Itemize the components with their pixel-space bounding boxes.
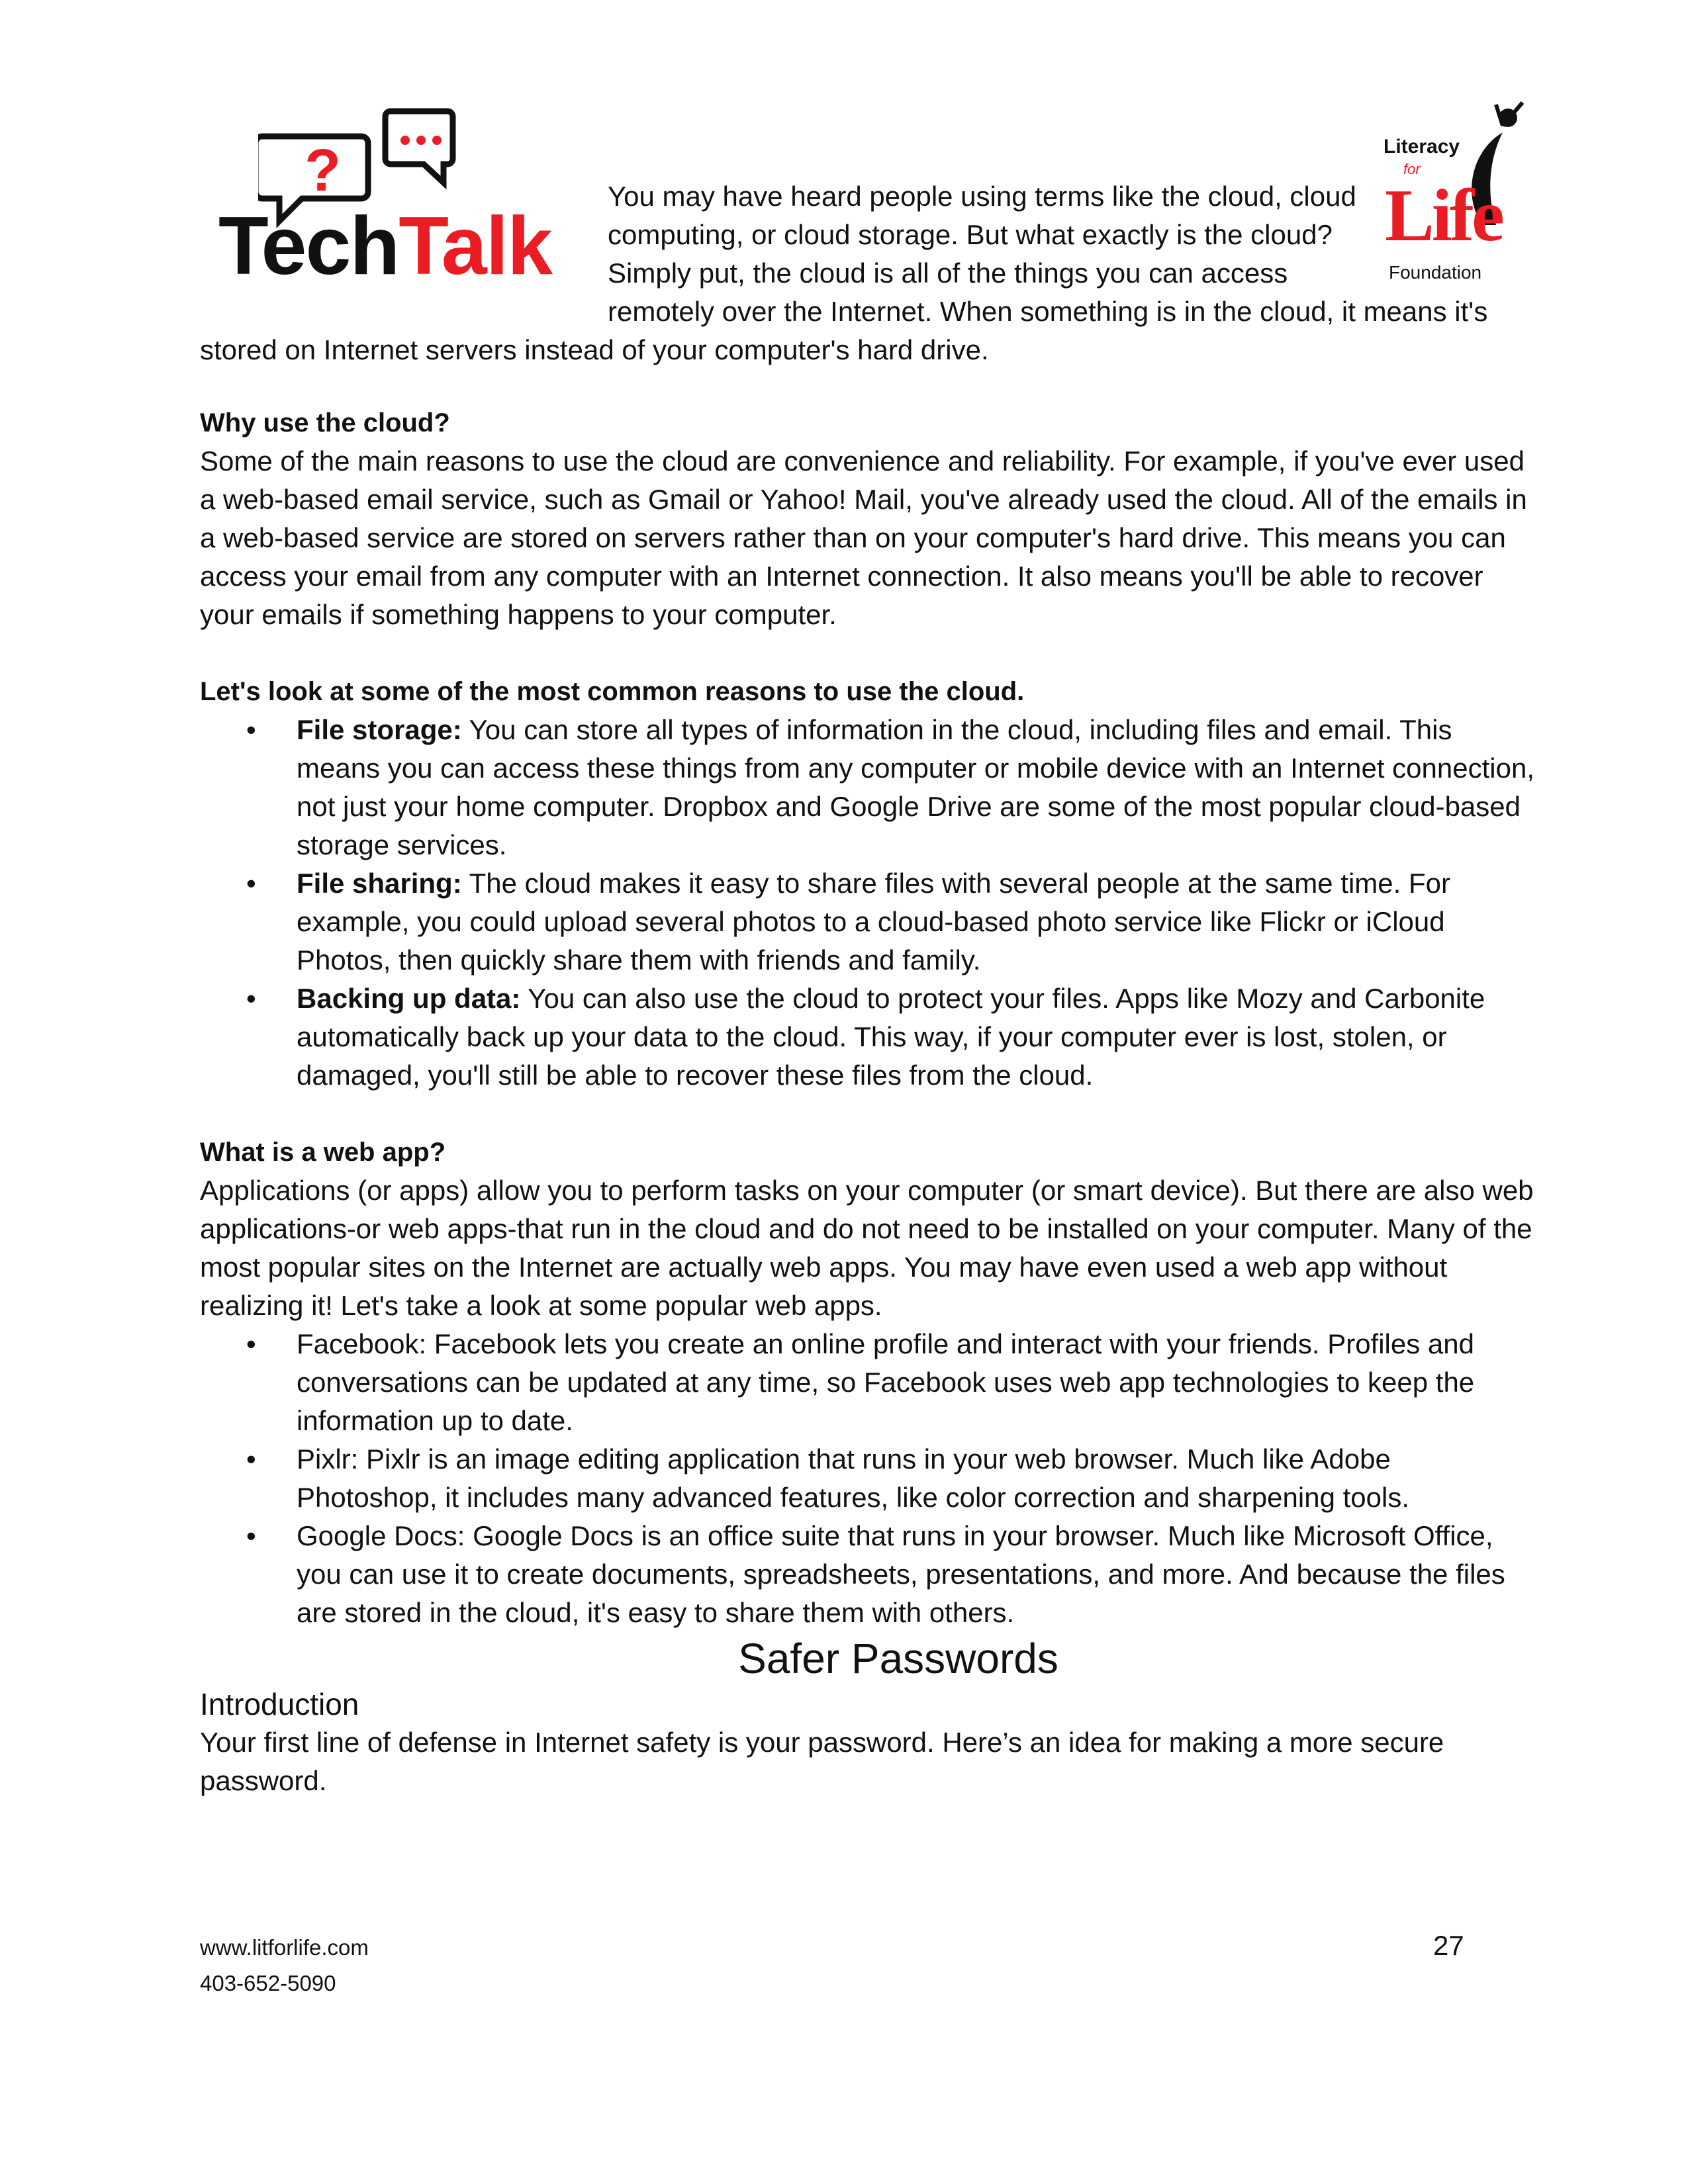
bullet-icon: • (246, 714, 256, 745)
page-number: 27 (1433, 1930, 1464, 1961)
section-heading-why-cloud: Why use the cloud? (200, 408, 450, 437)
logo-text-literacy: Literacy (1383, 136, 1460, 158)
web-apps-list (200, 1325, 1537, 1632)
list-item (200, 711, 1537, 864)
logo-text-for: for (1403, 161, 1421, 177)
list-item-text: Facebook: Facebook lets you create an online profile and interact with your friends. Profiles and conversations can be updated at any time, so Facebook uses web app technologies to keep the information up to date. (297, 1328, 1475, 1436)
list-item-text: Google Docs: Google Docs is an office suite that runs in your browser. Much like Microsoft Office, you can use it to create documents, spreadsheets, presentations, and more. And because the files are stored in the cloud, it's easy to share them with others. (297, 1520, 1505, 1628)
list-item-text: The cloud makes it easy to share files with several people at the same time. For example, you could upload several photos to a cloud-based photo service like Flickr or iCloud Photos, then quickly share them with friends and family. (297, 868, 1450, 976)
intro-line: computing, or cloud storage. But what exactly is the cloud? (608, 219, 1333, 250)
bullet-icon: • (246, 1520, 256, 1551)
logo-text-life: Life (1385, 175, 1502, 257)
section-title-safer-passwords: Safer Passwords (738, 1635, 1058, 1682)
section-heading-web-app: What is a web app? (200, 1138, 446, 1167)
svg-text:?: ? (305, 138, 341, 204)
web-app-paragraph: Applications (or apps) allow you to perform tasks on your computer (or smart device). But there are also web applications-or web apps-that run in the cloud and do not need to be installed on your computer. Many of the most popular sites on the Internet are actually web apps. You may have even used a web app without realizing it! Let's take a look at some popular web apps. (200, 1175, 1534, 1321)
section-heading-reasons: Let's look at some of the most common reasons to use the cloud. (200, 677, 1025, 706)
reasons-list (200, 711, 1537, 1095)
subheading-introduction: Introduction (200, 1687, 359, 1721)
logo-text-talk: Talk (399, 201, 552, 292)
main-content (200, 404, 1537, 1800)
list-item (200, 1517, 1537, 1632)
techtalk-wordmark (218, 201, 552, 292)
intro-line: Simply put, the cloud is all of the things you can access (608, 257, 1288, 289)
logo-text-foundation: Foundation (1389, 262, 1482, 283)
footer-website-link[interactable]: www.litforlife.com (200, 1935, 369, 1960)
bullet-icon: • (246, 1328, 256, 1359)
list-item-text: Pixlr: Pixlr is an image editing application that runs in your web browser. Much like Adobe Photoshop, it includes many advanced features, like color correction and sharpening tools. (297, 1443, 1409, 1513)
list-item (200, 1440, 1537, 1517)
why-cloud-paragraph: Some of the main reasons to use the cloud are convenience and reliability. For example, if you've ever used a web-based email service, such as Gmail or Yahoo! Mail, you've already used the cloud. All of the emails in a web-based service are stored on servers rather than on your computer's hard drive. This means you can access your email from any computer with an Internet connection. It also means you'll be able to recover your emails if something happens to your computer. (200, 445, 1527, 630)
list-item (200, 1325, 1537, 1440)
logo-text-tech: Tech (218, 201, 399, 292)
literacy-for-life-logo (1377, 99, 1523, 291)
list-item (200, 864, 1537, 979)
list-item-label: Backing up data: (297, 983, 521, 1014)
passwords-paragraph: Your first line of defense in Internet safety is your password. Here’s an idea for making a more secure password. (200, 1727, 1444, 1796)
list-item-text: You can store all types of information in the cloud, including files and email. This means you can access these things from any computer or mobile device with an Internet connection, not just your home computer. Dropbox and Google Drive are some of the most popular cloud-based storage services. (297, 714, 1534, 860)
intro-line: You may have heard people using terms like the cloud, cloud (608, 181, 1356, 212)
list-item (200, 979, 1537, 1095)
intro-line: remotely over the Internet. When something is in the cloud, it means it's (608, 296, 1488, 327)
list-item-label: File sharing: (297, 868, 462, 899)
bullet-icon: • (246, 868, 256, 899)
bullet-icon: • (246, 983, 256, 1014)
techtalk-logo (218, 106, 589, 298)
list-item-label: File storage: (297, 714, 462, 745)
footer-phone: 403-652-5090 (200, 1971, 336, 1995)
intro-line: stored on Internet servers instead of your computer's hard drive. (200, 334, 989, 365)
list-item-text: You can also use the cloud to protect your files. Apps like Mozy and Carbonite automatically back up your data to the cloud. This way, if your computer ever is lost, stolen, or damaged, you'll still be able to recover these files from the cloud. (297, 983, 1485, 1091)
bullet-icon: • (246, 1443, 256, 1475)
